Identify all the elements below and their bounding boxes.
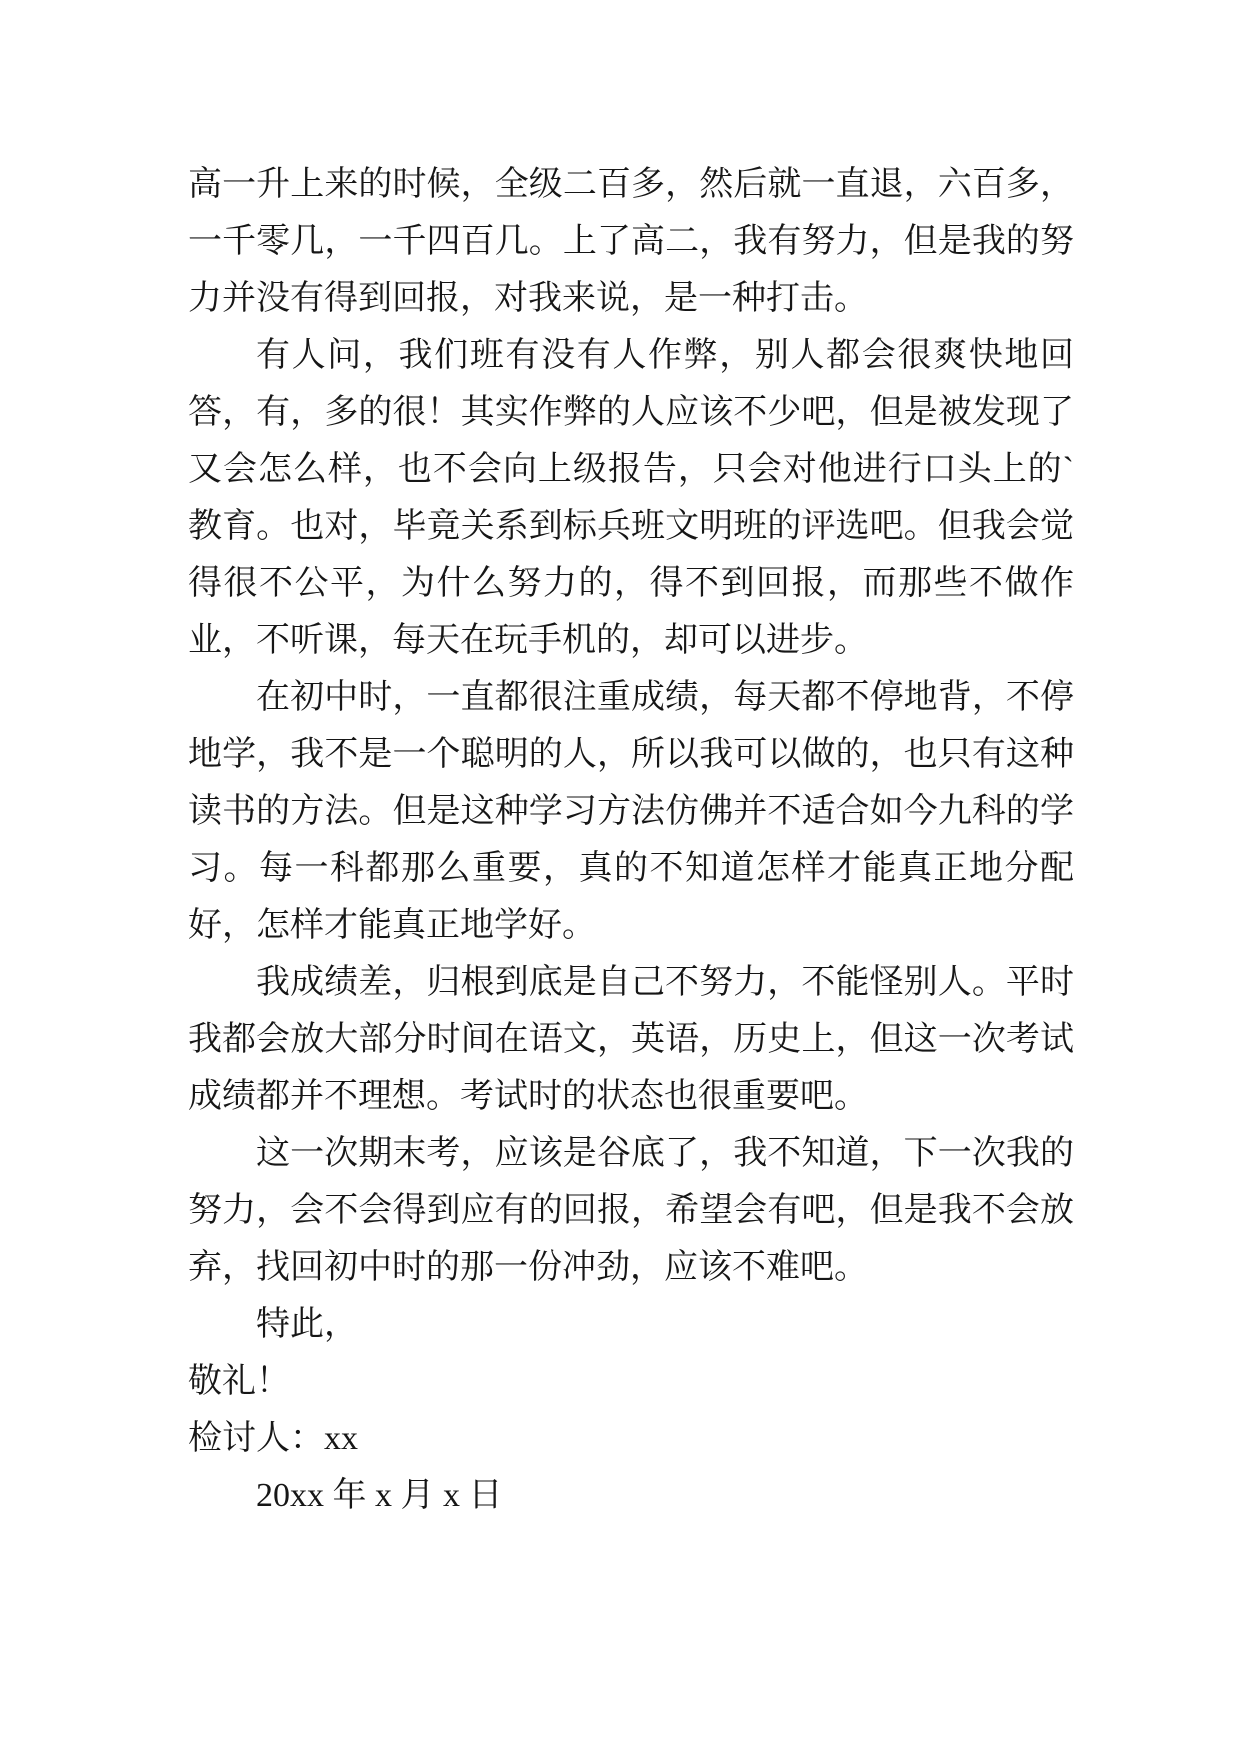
paragraph-final-exam: 这一次期末考，应该是谷底了，我不知道，下一次我的努力，会不会得到应有的回报，希望会有吧，但是我不会放弃，找回初中时的那一份冲劲，应该不难吧。 [188,1135,1074,1286]
paragraph-cheating: 有人问，我们班有没有人作弊，别人都会很爽快地回答，有，多的很！其实作弊的人应该不少吧，但是被发现了又会怎么样，也不会向上级报告，只会对他进行口头上的`教育。也对，毕竟关系到标兵班文明班的评选吧。但我会觉得很不公平，为什么努力的，得不到回报，而那些不做作业，不听课，每天在玩手机的，却可以进步。 [188,337,1074,659]
paragraph-self-blame: 我成绩差，归根到底是自己不努力，不能怪别人。平时我都会放大部分时间在语文，英语，历史上，但这一次考试成绩都并不理想。考试时的状态也很重要吧。 [188,964,1074,1115]
closing-salute: 敬礼！ [188,1363,290,1400]
date-line: 20xx 年 x 月 x 日 [256,1477,503,1514]
signature-line: 检讨人：xx [188,1420,358,1457]
closing-hereby: 特此， [256,1306,358,1343]
paragraph-grades-decline: 高一升上来的时候，全级二百多，然后就一直退，六百多，一千零几，一千四百几。上了高二，我有努力，但是我的努力并没有得到回报，对我来说，是一种打击。 [188,166,1074,317]
paragraph-study-method: 在初中时，一直都很注重成绩，每天都不停地背，不停地学，我不是一个聪明的人，所以我可以做的，也只有这种读书的方法。但是这种学习方法仿佛并不适合如今九科的学习。每一科都那么重要，真的不知道怎样才能真正地分配好，怎样才能真正地学好。 [188,679,1074,944]
letter-body [188,156,1074,1524]
